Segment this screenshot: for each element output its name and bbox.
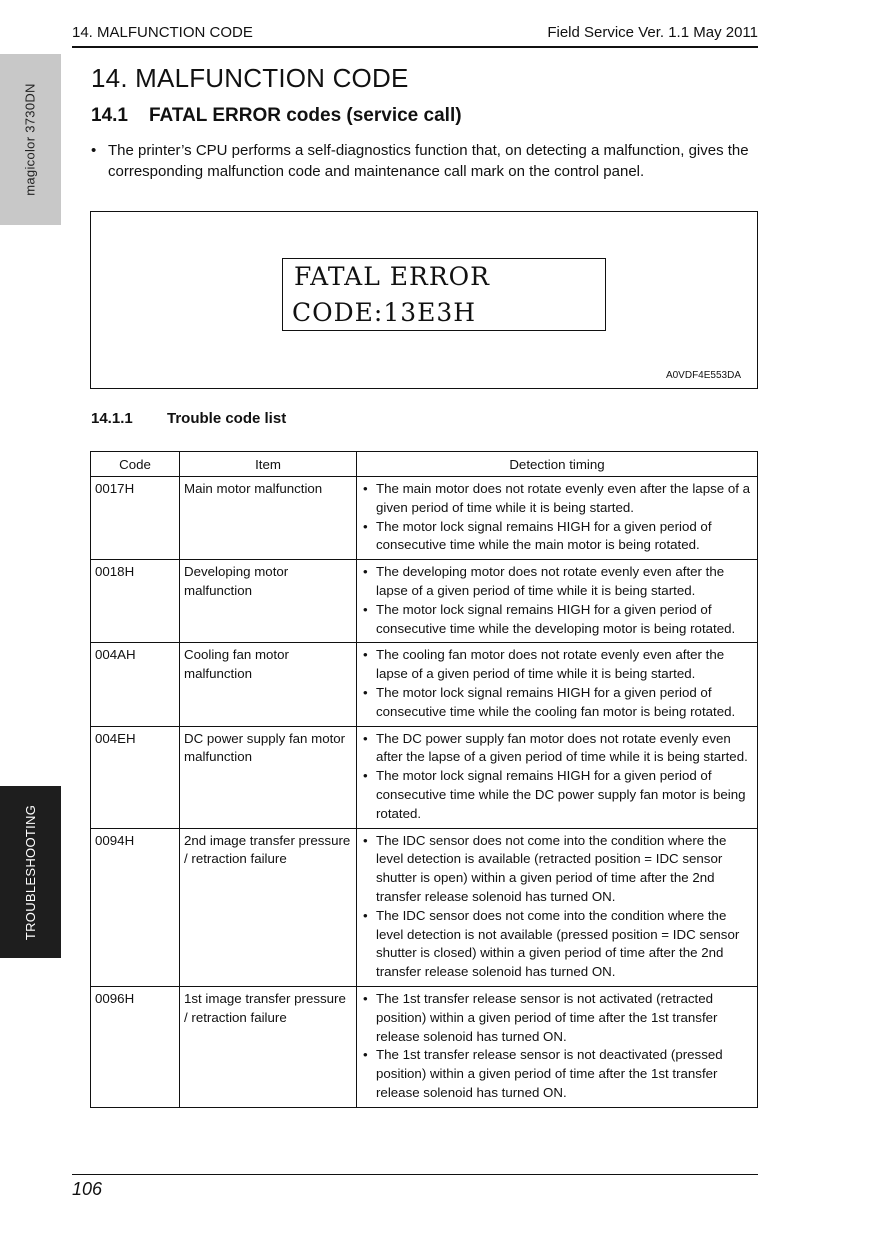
timing-item: • The IDC sensor does not come into the condition where the level detection is not available (pressed position = IDC sensor shutter is closed) within a given period of time after the 2nd transfer release solenoid has turned ON. xyxy=(361,907,753,982)
cell-item: Cooling fan motor malfunction xyxy=(180,643,357,726)
side-tab-model xyxy=(0,54,61,225)
intro-bullet-text: The printer’s CPU performs a self-diagnostics function that, on detecting a malfunction, gives the corresponding malfunction code and maintenance call mark on the control panel. xyxy=(108,142,749,180)
side-tab-section-label: TROUBLESHOOTING xyxy=(23,804,38,940)
side-tab-model-label: magicolor 3730DN xyxy=(23,83,38,196)
table-row xyxy=(91,643,758,726)
table-row xyxy=(91,828,758,986)
cell-item: Main motor malfunction xyxy=(180,477,357,560)
header-chapter: 14. MALFUNCTION CODE xyxy=(72,24,253,41)
table-row xyxy=(91,726,758,828)
cell-code: 004EH xyxy=(91,726,180,828)
timing-list xyxy=(361,646,753,721)
timing-item: • The main motor does not rotate evenly even after the lapse of a given period of time while it is being started. xyxy=(361,480,753,518)
chapter-title: 14. MALFUNCTION CODE xyxy=(91,63,409,93)
timing-item: • The DC power supply fan motor does not rotate evenly even after the lapse of a given period of time while it is being started. xyxy=(361,730,753,768)
cell-detection-timing xyxy=(357,726,758,828)
side-tab-section xyxy=(0,786,61,958)
lcd-display xyxy=(282,258,606,331)
cell-detection-timing xyxy=(357,828,758,986)
timing-item: • The IDC sensor does not come into the condition where the level detection is available (retracted position = IDC sensor shutter is open) within a given period of time after the 2nd transfer release solenoid has turned ON. xyxy=(361,832,753,907)
control-panel-display-figure xyxy=(90,211,758,389)
cell-item: 2nd image transfer pressure / retraction failure xyxy=(180,828,357,986)
timing-list xyxy=(361,990,753,1103)
cell-item: 1st image transfer pressure / retraction failure xyxy=(180,986,357,1107)
timing-list xyxy=(361,832,753,982)
trouble-code-table xyxy=(90,451,758,1108)
timing-list xyxy=(361,563,753,638)
table-row xyxy=(91,560,758,643)
intro-bullet xyxy=(91,141,761,182)
table-row xyxy=(91,986,758,1107)
timing-item: • The 1st transfer release sensor is not deactivated (pressed position) within a given period of time after the 1st transfer release solenoid has turned ON. xyxy=(361,1046,753,1102)
page-footer xyxy=(72,1174,758,1199)
lcd-line-1: FATAL ERROR xyxy=(294,262,490,291)
section-number: 14.1 xyxy=(91,105,128,126)
running-header xyxy=(72,22,758,48)
timing-item: • The motor lock signal remains HIGH for a given period of consecutive time while the cooling fan motor is being rotated. xyxy=(361,684,753,722)
table-row xyxy=(91,477,758,560)
cell-code: 0017H xyxy=(91,477,180,560)
timing-list xyxy=(361,480,753,555)
cell-code: 0094H xyxy=(91,828,180,986)
subsection-title-text: Trouble code list xyxy=(167,410,287,427)
timing-list xyxy=(361,730,753,824)
section-title xyxy=(91,105,462,127)
timing-item: • The motor lock signal remains HIGH for a given period of consecutive time while the main motor is being rotated. xyxy=(361,518,753,556)
cell-item: Developing motor malfunction xyxy=(180,560,357,643)
cell-item: DC power supply fan motor malfunction xyxy=(180,726,357,828)
timing-item: • The motor lock signal remains HIGH for a given period of consecutive time while the DC power supply fan motor is being rotated. xyxy=(361,767,753,823)
lcd-line-2: CODE:13E3H xyxy=(292,298,477,327)
cell-code: 004AH xyxy=(91,643,180,726)
cell-detection-timing xyxy=(357,643,758,726)
cell-detection-timing xyxy=(357,986,758,1107)
column-header-code: Code xyxy=(91,452,180,477)
timing-item: • The cooling fan motor does not rotate evenly even after the lapse of a given period of time while it is being started. xyxy=(361,646,753,684)
table-header-row xyxy=(91,452,758,477)
timing-item: • The motor lock signal remains HIGH for a given period of consecutive time while the developing motor is being rotated. xyxy=(361,601,753,639)
header-version: Field Service Ver. 1.1 May 2011 xyxy=(547,24,758,41)
timing-item: • The developing motor does not rotate evenly even after the lapse of a given period of time while it is being started. xyxy=(361,563,753,601)
bullet-icon: • xyxy=(91,142,97,159)
figure-id: A0VDF4E553DA xyxy=(665,370,741,381)
column-header-item: Item xyxy=(180,452,357,477)
section-title-text: FATAL ERROR codes (service call) xyxy=(149,105,462,126)
subsection-number: 14.1.1 xyxy=(91,410,133,427)
page-number: 106 xyxy=(72,1179,103,1199)
cell-detection-timing xyxy=(357,477,758,560)
cell-code: 0018H xyxy=(91,560,180,643)
cell-detection-timing xyxy=(357,560,758,643)
cell-code: 0096H xyxy=(91,986,180,1107)
timing-item: • The 1st transfer release sensor is not activated (retracted position) within a given period of time after the 1st transfer release solenoid has turned ON. xyxy=(361,990,753,1046)
subsection-title xyxy=(91,410,286,427)
column-header-detection-timing: Detection timing xyxy=(357,452,758,477)
